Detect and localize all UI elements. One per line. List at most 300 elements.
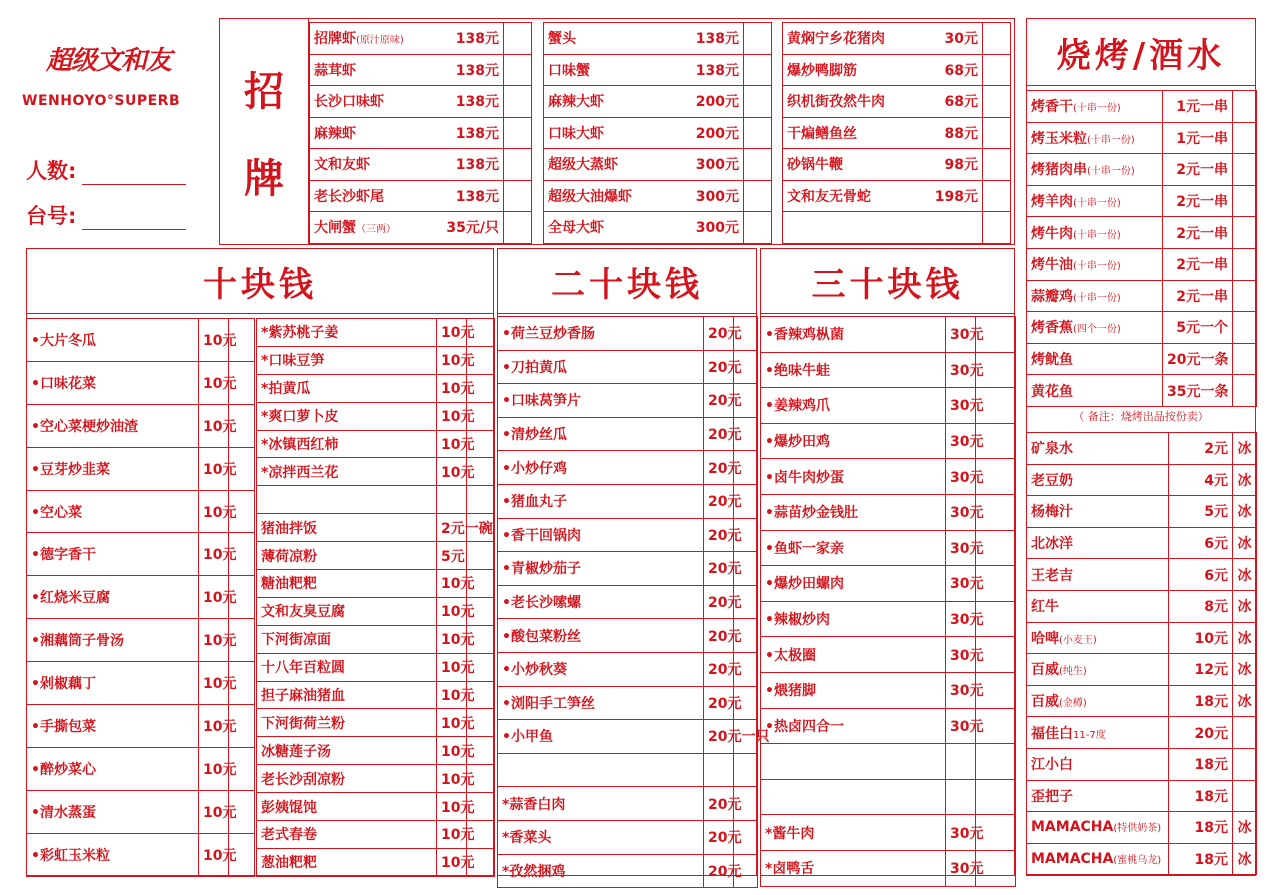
ten-yuan-item <box>257 542 495 570</box>
signature-item-price: 200元 <box>695 94 739 111</box>
thirty-yuan-item-name <box>761 708 946 744</box>
signature-item-name <box>544 86 744 118</box>
signature-item-label: 黄焖宁乡花猪肉 <box>787 31 885 48</box>
bbq-item-note: (四个一份) <box>1073 324 1121 336</box>
thirty-yuan-item-price: 30元 <box>946 388 976 424</box>
thirty-yuan-item-name <box>761 637 946 673</box>
signature-item-name <box>783 23 983 55</box>
thirty-yuan-item <box>761 637 1016 673</box>
bbq-item-extra <box>1233 312 1257 344</box>
drink-item-name <box>1027 812 1169 844</box>
twenty-yuan-item-price <box>704 753 734 787</box>
ten-yuan-item-name <box>27 404 199 447</box>
bbq-item-note: (十串一份) <box>1073 103 1121 115</box>
twenty-yuan-item-label: •香干回锅肉 <box>502 527 581 544</box>
twenty-yuan-item-label: •浏阳手工笋丝 <box>502 695 595 712</box>
drink-item <box>1027 685 1257 717</box>
twenty-yuan-item-label: •荷兰豆炒香肠 <box>502 326 595 343</box>
bbq-item-name <box>1027 248 1163 280</box>
thirty-yuan-item-label: •爆炒田螺肉 <box>765 576 844 593</box>
signature-item-price: 138元 <box>455 62 499 79</box>
twenty-yuan-item <box>498 619 758 653</box>
signature-item-spacer <box>983 212 1011 244</box>
signature-item-price: 138元 <box>455 157 499 174</box>
twenty-yuan-item-price: 20元 <box>704 518 734 552</box>
ice-available-marker: 冰 <box>1233 433 1257 465</box>
bbq-item-label: 烤牛肉 <box>1031 225 1073 242</box>
signature-item-spacer <box>983 23 1011 55</box>
twenty-yuan-table <box>497 316 770 888</box>
thirty-yuan-item <box>761 708 1016 744</box>
bbq-item-price: 2元一串 <box>1163 154 1233 186</box>
thirty-yuan-item <box>761 388 1016 424</box>
ten-yuan-item <box>27 662 255 705</box>
thirty-yuan-item-name <box>761 672 946 708</box>
thirty-yuan-item-label: *酱牛肉 <box>765 825 815 842</box>
signature-item-spacer <box>744 212 772 244</box>
signature-item-spacer <box>744 180 772 212</box>
drink-item-label: 百威 <box>1031 662 1059 679</box>
signature-item-spacer <box>504 149 532 181</box>
ten-yuan-item-name <box>257 542 437 570</box>
signature-item-price: 300元 <box>695 157 739 174</box>
twenty-yuan-item <box>498 417 758 451</box>
ten-yuan-item-name <box>257 458 437 486</box>
people-count-field <box>26 155 206 185</box>
thirty-yuan-item-label: •鱼虾一家亲 <box>765 540 844 557</box>
signature-item-name <box>310 212 504 244</box>
twenty-yuan-item <box>498 552 758 586</box>
ten-yuan-item <box>257 597 495 625</box>
thirty-yuan-item-name <box>761 459 946 495</box>
twenty-yuan-item-label: *孜然捆鸡 <box>502 863 566 880</box>
bbq-item-name <box>1027 375 1163 407</box>
ten-yuan-item-price: 10元 <box>199 361 229 404</box>
ten-yuan-item <box>257 709 495 737</box>
signature-item-spacer <box>504 180 532 212</box>
ten-yuan-item <box>257 737 495 765</box>
ten-yuan-item-price: 10元 <box>437 793 467 821</box>
bbq-item-extra <box>1233 248 1257 280</box>
drink-item-price: 18元 <box>1169 843 1233 875</box>
ice-available-marker: 冰 <box>1233 654 1257 686</box>
signature-item-price: 300元 <box>695 188 739 205</box>
signature-item-label: 长沙口味虾 <box>314 94 384 111</box>
thirty-yuan-item <box>761 352 1016 388</box>
thirty-yuan-item <box>761 779 1016 815</box>
ten-yuan-item-price: 10元 <box>437 570 467 598</box>
ten-yuan-item-label: •湘藕筒子骨汤 <box>31 633 124 650</box>
thirty-yuan-item-price <box>946 744 976 780</box>
twenty-yuan-item-name <box>498 451 704 485</box>
thirty-yuan-item <box>761 672 1016 708</box>
signature-item-name <box>783 149 983 181</box>
bbq-item-label: 烤猪肉串 <box>1031 162 1087 179</box>
drink-item-name <box>1027 433 1169 465</box>
ten-yuan-item <box>257 346 495 374</box>
ten-yuan-item-label: 下河街荷兰粉 <box>261 715 345 732</box>
signature-col2-table <box>543 22 772 244</box>
thirty-yuan-item-price: 30元 <box>946 423 976 459</box>
drink-item-name <box>1027 717 1169 749</box>
bbq-item <box>1027 185 1257 217</box>
bbq-item-label: 蒜瓣鸡 <box>1031 288 1073 305</box>
drink-item <box>1027 527 1257 559</box>
twenty-yuan-item-price: 20元 <box>704 317 734 351</box>
thirty-yuan-item-name <box>761 352 946 388</box>
ice-available-marker: 冰 <box>1233 464 1257 496</box>
ten-yuan-item-name <box>257 793 437 821</box>
bbq-item-price: 1元一串 <box>1163 91 1233 123</box>
ten-yuan-item-name <box>27 361 199 404</box>
ice-available-marker: 冰 <box>1233 527 1257 559</box>
twenty-yuan-item-label: •青椒炒茄子 <box>502 561 581 578</box>
thirty-yuan-item-price: 30元 <box>946 494 976 530</box>
ten-yuan-item-name <box>27 447 199 490</box>
drink-item <box>1027 780 1257 812</box>
ten-yuan-item-label: •空心菜梗炒油渣 <box>31 418 138 435</box>
ten-yuan-item-price: 10元 <box>199 790 229 833</box>
bbq-item <box>1027 154 1257 186</box>
bbq-item-note: (十串一份) <box>1087 166 1135 178</box>
twenty-yuan-item-label: *香菜头 <box>502 830 552 847</box>
ten-yuan-item-name <box>27 533 199 576</box>
drink-item-label: 北冰洋 <box>1031 536 1073 553</box>
ten-yuan-item-price: 10元 <box>437 821 467 849</box>
signature-item <box>544 117 772 149</box>
thirty-yuan-item-name <box>761 815 946 851</box>
thirty-yuan-item-price: 30元 <box>946 459 976 495</box>
twenty-yuan-item-name <box>498 753 704 787</box>
twenty-yuan-item-label: •小甲鱼 <box>502 729 553 746</box>
drink-item-name <box>1027 559 1169 591</box>
ten-yuan-item-label: •大片冬瓜 <box>31 332 96 349</box>
ten-yuan-item <box>27 490 255 533</box>
drink-item <box>1027 590 1257 622</box>
twenty-yuan-item-name <box>498 652 704 686</box>
drink-item-label: 歪把子 <box>1031 788 1073 805</box>
ten-yuan-item-label: 葱油粑粑 <box>261 855 317 872</box>
signature-item-label: 干煸鳝鱼丝 <box>787 125 857 142</box>
signature-item-label: 大闸蟹 <box>314 220 356 237</box>
thirty-yuan-item-price: 30元 <box>946 815 976 851</box>
twenty-yuan-item-name <box>498 854 704 888</box>
ten-yuan-item-extra <box>467 486 495 514</box>
drink-item-label: 杨梅汁 <box>1031 504 1073 521</box>
drink-item-price: 6元 <box>1169 527 1233 559</box>
signature-item-price: 198元 <box>934 188 978 205</box>
drink-item-label: 矿泉水 <box>1031 441 1073 458</box>
bbq-item-extra <box>1233 217 1257 249</box>
signature-item-label: 全母大虾 <box>548 220 604 237</box>
signature-item-label: 文和友虾 <box>314 157 370 174</box>
thirty-yuan-item-name <box>761 388 946 424</box>
ten-yuan-item-label: •德字香干 <box>31 547 96 564</box>
twenty-yuan-item-price: 20元 <box>704 552 734 586</box>
bbq-item-name <box>1027 154 1163 186</box>
ten-yuan-item-name <box>27 747 199 790</box>
signature-item <box>783 86 1011 118</box>
ten-yuan-item-label: 老式春卷 <box>261 827 317 844</box>
bbq-table <box>1026 90 1257 407</box>
signature-item-spacer <box>504 54 532 86</box>
signature-item <box>310 86 532 118</box>
signature-item <box>783 23 1011 55</box>
ice-available-marker: 冰 <box>1233 590 1257 622</box>
twenty-yuan-item-label: •刀拍黄瓜 <box>502 359 567 376</box>
bbq-item <box>1027 375 1257 407</box>
drink-item <box>1027 559 1257 591</box>
twenty-yuan-item-label: •酸包菜粉丝 <box>502 628 581 645</box>
ten-yuan-item-name <box>27 319 199 362</box>
ten-yuan-item <box>257 821 495 849</box>
ten-yuan-item-price: 10元 <box>199 490 229 533</box>
thirty-yuan-item <box>761 494 1016 530</box>
signature-item <box>310 23 532 55</box>
twenty-yuan-item-label: •小炒秋葵 <box>502 662 567 679</box>
bbq-item-extra <box>1233 375 1257 407</box>
thirty-yuan-item-label: •煨猪脚 <box>765 683 816 700</box>
drink-item-label: 百威 <box>1031 694 1059 711</box>
ten-yuan-item <box>257 514 495 542</box>
twenty-yuan-item-price: 20元一只 <box>704 720 734 754</box>
twenty-yuan-item-price: 20元 <box>704 484 734 518</box>
logo-en-text: WENHOYO°SUPERB <box>22 93 181 109</box>
drink-item-label: MAMACHA <box>1031 851 1114 868</box>
signature-item <box>544 86 772 118</box>
signature-item-name <box>783 86 983 118</box>
drink-item-label: MAMACHA <box>1031 819 1114 836</box>
bbq-item-name <box>1027 217 1163 249</box>
ice-available-marker: 冰 <box>1233 559 1257 591</box>
signature-item-label: 蒜茸虾 <box>314 62 356 79</box>
signature-col3-table <box>782 22 1011 244</box>
ten-yuan-item-price: 10元 <box>437 765 467 793</box>
ten-yuan-item-price: 10元 <box>199 447 229 490</box>
ten-yuan-item-price: 2元一碗 <box>437 514 467 542</box>
signature-item-price: 138元 <box>695 62 739 79</box>
bbq-item-label: 烤香干 <box>1031 99 1073 116</box>
signature-item-note: （三两） <box>356 224 396 236</box>
ten-yuan-item-label: •红烧米豆腐 <box>31 590 110 607</box>
signature-item-spacer <box>983 86 1011 118</box>
ten-yuan-item-label: •口味花菜 <box>31 375 96 392</box>
ten-yuan-item <box>257 458 495 486</box>
ten-yuan-item <box>27 747 255 790</box>
ten-yuan-item <box>27 404 255 447</box>
signature-item-price: 138元 <box>695 31 739 48</box>
signature-item-name <box>544 149 744 181</box>
ten-yuan-item-name <box>257 653 437 681</box>
drink-item-price: 6元 <box>1169 559 1233 591</box>
bbq-item-extra <box>1233 154 1257 186</box>
ten-yuan-item <box>257 430 495 458</box>
signature-item-price: 30元 <box>944 31 978 48</box>
ten-yuan-item-label: *爽口萝卜皮 <box>261 409 339 426</box>
ten-yuan-item-label: *冰镇西红柿 <box>261 437 339 453</box>
bbq-item-price: 2元一串 <box>1163 217 1233 249</box>
ten-yuan-item-price: 10元 <box>437 709 467 737</box>
ten-yuan-item-price: 10元 <box>199 533 229 576</box>
thirty-yuan-item-price <box>946 779 976 815</box>
ten-yuan-item-price <box>437 486 467 514</box>
ten-yuan-item <box>27 705 255 748</box>
bbq-item-name <box>1027 122 1163 154</box>
ten-yuan-item <box>257 486 495 514</box>
bbq-item <box>1027 91 1257 123</box>
ten-yuan-item <box>257 402 495 430</box>
bbq-item-label: 烤玉米粒 <box>1031 130 1087 147</box>
signature-item-label: 超级大油爆虾 <box>548 188 632 205</box>
thirty-yuan-heading: 三十块钱 <box>760 248 1015 314</box>
signature-item-spacer <box>504 23 532 55</box>
ten-yuan-item-label: •醉炒菜心 <box>31 761 96 778</box>
ten-yuan-item-name <box>257 319 437 347</box>
bbq-item-name <box>1027 91 1163 123</box>
ten-yuan-item-label: 老长沙刮凉粉 <box>261 771 345 788</box>
bbq-item-price: 5元一个 <box>1163 312 1233 344</box>
twenty-yuan-item <box>498 854 758 888</box>
signature-item-name <box>544 180 744 212</box>
ten-yuan-right-table <box>256 318 495 877</box>
thirty-yuan-item-price: 30元 <box>946 708 976 744</box>
ten-yuan-item-name <box>257 597 437 625</box>
signature-item-label: 爆炒鸭脚筋 <box>787 62 857 79</box>
thirty-yuan-item-price: 30元 <box>946 672 976 708</box>
drink-item-price: 18元 <box>1169 812 1233 844</box>
bbq-item-price: 20元一条 <box>1163 343 1233 375</box>
thirty-yuan-item-label: •太极圈 <box>765 647 816 664</box>
twenty-yuan-item-label: •小炒仔鸡 <box>502 460 567 477</box>
signature-item-spacer <box>983 149 1011 181</box>
signature-item-price: 88元 <box>944 125 978 142</box>
bbq-item-note: (十串一份) <box>1073 261 1121 273</box>
signature-item <box>310 149 532 181</box>
twenty-yuan-item-label: •猪血丸子 <box>502 494 567 511</box>
thirty-yuan-item-name <box>761 779 946 815</box>
thirty-yuan-item-name <box>761 601 946 637</box>
thirty-yuan-item-name <box>761 317 946 353</box>
signature-item-name <box>310 149 504 181</box>
bbq-item-name <box>1027 312 1163 344</box>
bbq-item <box>1027 217 1257 249</box>
ten-yuan-item-name <box>257 709 437 737</box>
signature-item-name <box>310 117 504 149</box>
twenty-yuan-item <box>498 518 758 552</box>
drink-item-note: (蜜桃乌龙) <box>1113 855 1162 867</box>
bbq-item-price: 2元一串 <box>1163 248 1233 280</box>
signature-item-spacer <box>983 117 1011 149</box>
signature-item-name <box>310 180 504 212</box>
thirty-yuan-item-label: •绝味牛蛙 <box>765 362 830 379</box>
ten-yuan-item-price: 10元 <box>437 597 467 625</box>
ten-yuan-item-extra <box>467 542 495 570</box>
signature-item <box>544 54 772 86</box>
signature-item-price: 68元 <box>944 94 978 111</box>
twenty-yuan-item-name <box>498 384 704 418</box>
thirty-yuan-item-price: 30元 <box>946 317 976 353</box>
drink-item-price: 10元 <box>1169 622 1233 654</box>
ten-yuan-item <box>27 447 255 490</box>
ten-yuan-item-name <box>257 765 437 793</box>
drink-item <box>1027 496 1257 528</box>
twenty-yuan-item-name <box>498 417 704 451</box>
ten-yuan-item <box>27 361 255 404</box>
drink-item-label: 红牛 <box>1031 599 1059 616</box>
signature-item-label: 口味蟹 <box>548 62 590 79</box>
ten-yuan-item-label: 下河街凉面 <box>261 632 331 649</box>
ten-yuan-item-name <box>27 833 199 876</box>
drink-item-price: 8元 <box>1169 590 1233 622</box>
ten-yuan-item-name <box>257 625 437 653</box>
bbq-item <box>1027 312 1257 344</box>
ten-yuan-item-price: 10元 <box>199 705 229 748</box>
ten-yuan-item-label: 担子麻油猪血 <box>261 688 345 705</box>
signature-item-spacer <box>744 149 772 181</box>
ice-available-marker: 冰 <box>1233 685 1257 717</box>
ten-yuan-item-name <box>257 486 437 514</box>
signature-item-name <box>544 212 744 244</box>
drink-item-label: 福佳白 <box>1031 725 1073 742</box>
twenty-yuan-item-label: *蒜香白肉 <box>502 796 566 813</box>
bbq-item-name <box>1027 280 1163 312</box>
signature-item-name <box>544 117 744 149</box>
ten-yuan-item-label: •豆芽炒韭菜 <box>31 461 110 478</box>
signature-item-price: 35元/只 <box>446 220 499 237</box>
bbq-item-price: 35元一条 <box>1163 375 1233 407</box>
signature-item <box>783 212 1011 244</box>
ten-yuan-item-price: 10元 <box>199 662 229 705</box>
signature-heading-char-2: 牌 <box>244 155 284 202</box>
ten-yuan-item-name <box>27 576 199 619</box>
bbq-item-note: (十串一份) <box>1073 229 1121 241</box>
thirty-yuan-item-name <box>761 494 946 530</box>
signature-item <box>783 180 1011 212</box>
twenty-yuan-item-price: 20元 <box>704 585 734 619</box>
twenty-yuan-item-label: •清炒丝瓜 <box>502 427 567 444</box>
bbq-item-label: 黄花鱼 <box>1031 383 1073 400</box>
bbq-item-price: 2元一串 <box>1163 280 1233 312</box>
twenty-yuan-item-price: 20元 <box>704 686 734 720</box>
signature-item <box>783 149 1011 181</box>
drink-item-name <box>1027 780 1169 812</box>
signature-item-spacer <box>504 117 532 149</box>
ten-yuan-item-price: 10元 <box>437 374 467 402</box>
twenty-yuan-item-name <box>498 787 704 821</box>
ten-yuan-item-label: 薄荷凉粉 <box>261 548 317 565</box>
signature-item-label: 麻辣虾 <box>314 125 356 142</box>
ten-yuan-item-label: 彭姨馄饨 <box>261 799 317 816</box>
ten-yuan-item-label: 猪油拌饭 <box>261 520 317 537</box>
ten-yuan-item-name <box>257 430 437 458</box>
ten-yuan-heading: 十块钱 <box>26 248 494 314</box>
ten-yuan-item-name <box>27 490 199 533</box>
thirty-yuan-item-extra <box>976 779 1016 815</box>
ten-yuan-item-name <box>257 514 437 542</box>
thirty-yuan-item-price: 30元 <box>946 566 976 602</box>
drink-item-note: (纯生) <box>1059 666 1087 678</box>
ten-yuan-item <box>27 533 255 576</box>
twenty-yuan-item-extra <box>734 753 758 787</box>
ten-yuan-item-label: *拍黄瓜 <box>261 381 311 398</box>
thirty-yuan-item-label: •爆炒田鸡 <box>765 434 830 451</box>
table-number-label: 台号: <box>26 204 77 228</box>
drink-item <box>1027 654 1257 686</box>
drink-item-price: 5元 <box>1169 496 1233 528</box>
twenty-yuan-item-name <box>498 350 704 384</box>
signature-item-price: 138元 <box>455 188 499 205</box>
thirty-yuan-item-price: 30元 <box>946 850 976 886</box>
